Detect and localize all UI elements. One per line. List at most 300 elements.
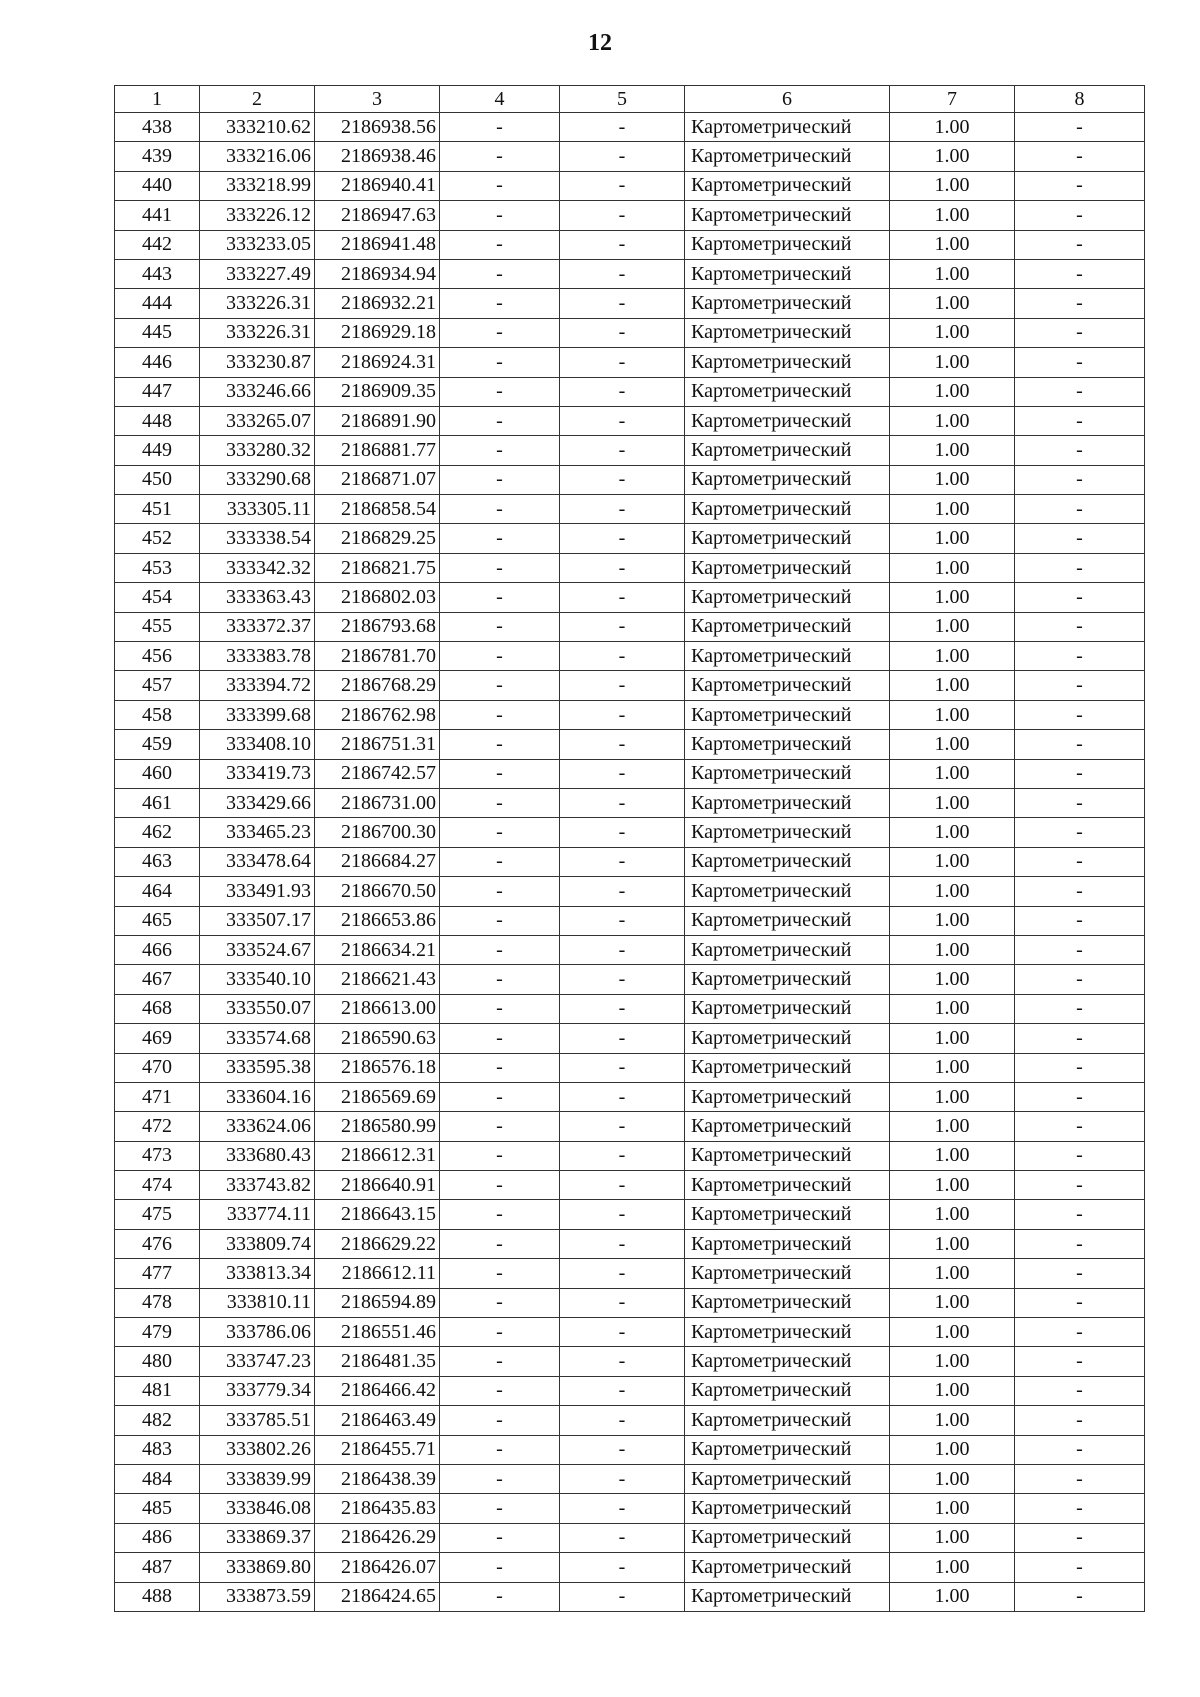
method-cell: Картометрический	[685, 642, 890, 671]
y-coordinate-cell: 2186700.30	[315, 818, 440, 847]
method-cell: Картометрический	[685, 935, 890, 964]
x-coordinate-cell: 333478.64	[200, 847, 315, 876]
col4-cell: -	[440, 906, 560, 935]
table-row	[115, 1406, 1145, 1435]
accuracy-cell: 1.00	[890, 877, 1015, 906]
y-coordinate-cell: 2186621.43	[315, 965, 440, 994]
method-cell: Картометрический	[685, 906, 890, 935]
col5-cell: -	[560, 1582, 685, 1611]
point-number-cell: 469	[115, 1024, 200, 1053]
point-number-cell: 450	[115, 465, 200, 494]
col4-cell: -	[440, 935, 560, 964]
x-coordinate-cell: 333839.99	[200, 1464, 315, 1493]
x-coordinate-cell: 333290.68	[200, 465, 315, 494]
point-number-cell: 451	[115, 495, 200, 524]
point-number-cell: 480	[115, 1347, 200, 1376]
point-number-cell: 473	[115, 1141, 200, 1170]
table-row	[115, 524, 1145, 553]
col4-cell: -	[440, 1435, 560, 1464]
method-cell: Картометрический	[685, 1259, 890, 1288]
method-cell: Картометрический	[685, 1523, 890, 1552]
col5-cell: -	[560, 348, 685, 377]
col4-cell: -	[440, 201, 560, 230]
y-coordinate-cell: 2186731.00	[315, 788, 440, 817]
point-number-cell: 463	[115, 847, 200, 876]
col8-cell: -	[1015, 113, 1145, 142]
y-coordinate-cell: 2186455.71	[315, 1435, 440, 1464]
x-coordinate-cell: 333869.80	[200, 1553, 315, 1582]
accuracy-cell: 1.00	[890, 935, 1015, 964]
method-cell: Картометрический	[685, 877, 890, 906]
method-cell: Картометрический	[685, 289, 890, 318]
point-number-cell: 479	[115, 1318, 200, 1347]
col5-cell: -	[560, 377, 685, 406]
y-coordinate-cell: 2186938.56	[315, 113, 440, 142]
accuracy-cell: 1.00	[890, 113, 1015, 142]
x-coordinate-cell: 333574.68	[200, 1024, 315, 1053]
col5-cell: -	[560, 994, 685, 1023]
col5-cell: -	[560, 759, 685, 788]
col5-cell: -	[560, 642, 685, 671]
table-row	[115, 700, 1145, 729]
x-coordinate-cell: 333785.51	[200, 1406, 315, 1435]
col8-cell: -	[1015, 994, 1145, 1023]
accuracy-cell: 1.00	[890, 1024, 1015, 1053]
method-cell: Картометрический	[685, 436, 890, 465]
x-coordinate-cell: 333743.82	[200, 1171, 315, 1200]
col4-cell: -	[440, 406, 560, 435]
x-coordinate-cell: 333774.11	[200, 1200, 315, 1229]
y-coordinate-cell: 2186629.22	[315, 1229, 440, 1258]
point-number-cell: 439	[115, 142, 200, 171]
point-number-cell: 466	[115, 935, 200, 964]
x-coordinate-cell: 333550.07	[200, 994, 315, 1023]
method-cell: Картометрический	[685, 113, 890, 142]
col4-cell: -	[440, 700, 560, 729]
method-cell: Картометрический	[685, 788, 890, 817]
accuracy-cell: 1.00	[890, 465, 1015, 494]
col4-cell: -	[440, 642, 560, 671]
x-coordinate-cell: 333802.26	[200, 1435, 315, 1464]
accuracy-cell: 1.00	[890, 142, 1015, 171]
col8-cell: -	[1015, 1376, 1145, 1405]
x-coordinate-cell: 333226.12	[200, 201, 315, 230]
table-row	[115, 965, 1145, 994]
col8-cell: -	[1015, 406, 1145, 435]
col4-cell: -	[440, 1229, 560, 1258]
x-coordinate-cell: 333779.34	[200, 1376, 315, 1405]
col4-cell: -	[440, 436, 560, 465]
x-coordinate-cell: 333227.49	[200, 259, 315, 288]
y-coordinate-cell: 2186762.98	[315, 700, 440, 729]
col8-cell: -	[1015, 1494, 1145, 1523]
column-header: 3	[315, 86, 440, 113]
method-cell: Картометрический	[685, 847, 890, 876]
x-coordinate-cell: 333342.32	[200, 553, 315, 582]
table-row	[115, 583, 1145, 612]
col5-cell: -	[560, 1406, 685, 1435]
col5-cell: -	[560, 318, 685, 347]
y-coordinate-cell: 2186932.21	[315, 289, 440, 318]
col5-cell: -	[560, 1318, 685, 1347]
accuracy-cell: 1.00	[890, 1406, 1015, 1435]
x-coordinate-cell: 333624.06	[200, 1112, 315, 1141]
table-row	[115, 171, 1145, 200]
point-number-cell: 457	[115, 671, 200, 700]
col5-cell: -	[560, 406, 685, 435]
table-row	[115, 906, 1145, 935]
col8-cell: -	[1015, 906, 1145, 935]
x-coordinate-cell: 333809.74	[200, 1229, 315, 1258]
x-coordinate-cell: 333383.78	[200, 642, 315, 671]
y-coordinate-cell: 2186940.41	[315, 171, 440, 200]
col5-cell: -	[560, 1376, 685, 1405]
accuracy-cell: 1.00	[890, 1082, 1015, 1111]
col4-cell: -	[440, 553, 560, 582]
col5-cell: -	[560, 612, 685, 641]
table-row	[115, 818, 1145, 847]
point-number-cell: 476	[115, 1229, 200, 1258]
accuracy-cell: 1.00	[890, 1376, 1015, 1405]
col4-cell: -	[440, 1082, 560, 1111]
col4-cell: -	[440, 1553, 560, 1582]
table-row	[115, 1523, 1145, 1552]
table-row	[115, 935, 1145, 964]
y-coordinate-cell: 2186580.99	[315, 1112, 440, 1141]
method-cell: Картометрический	[685, 259, 890, 288]
col4-cell: -	[440, 289, 560, 318]
col4-cell: -	[440, 1376, 560, 1405]
point-number-cell: 475	[115, 1200, 200, 1229]
col4-cell: -	[440, 1318, 560, 1347]
accuracy-cell: 1.00	[890, 906, 1015, 935]
accuracy-cell: 1.00	[890, 171, 1015, 200]
y-coordinate-cell: 2186576.18	[315, 1053, 440, 1082]
table-row	[115, 788, 1145, 817]
y-coordinate-cell: 2186640.91	[315, 1171, 440, 1200]
table-row	[115, 465, 1145, 494]
accuracy-cell: 1.00	[890, 1200, 1015, 1229]
x-coordinate-cell: 333246.66	[200, 377, 315, 406]
y-coordinate-cell: 2186435.83	[315, 1494, 440, 1523]
col8-cell: -	[1015, 436, 1145, 465]
col8-cell: -	[1015, 171, 1145, 200]
col4-cell: -	[440, 877, 560, 906]
col8-cell: -	[1015, 1318, 1145, 1347]
accuracy-cell: 1.00	[890, 289, 1015, 318]
x-coordinate-cell: 333372.37	[200, 612, 315, 641]
col8-cell: -	[1015, 935, 1145, 964]
col8-cell: -	[1015, 818, 1145, 847]
col8-cell: -	[1015, 465, 1145, 494]
col4-cell: -	[440, 348, 560, 377]
point-number-cell: 474	[115, 1171, 200, 1200]
y-coordinate-cell: 2186551.46	[315, 1318, 440, 1347]
y-coordinate-cell: 2186881.77	[315, 436, 440, 465]
point-number-cell: 477	[115, 1259, 200, 1288]
accuracy-cell: 1.00	[890, 318, 1015, 347]
col5-cell: -	[560, 1171, 685, 1200]
x-coordinate-cell: 333408.10	[200, 730, 315, 759]
point-number-cell: 482	[115, 1406, 200, 1435]
col8-cell: -	[1015, 1200, 1145, 1229]
col5-cell: -	[560, 583, 685, 612]
col4-cell: -	[440, 1347, 560, 1376]
point-number-cell: 470	[115, 1053, 200, 1082]
method-cell: Картометрический	[685, 965, 890, 994]
method-cell: Картометрический	[685, 1406, 890, 1435]
col8-cell: -	[1015, 1171, 1145, 1200]
accuracy-cell: 1.00	[890, 730, 1015, 759]
table-row	[115, 1347, 1145, 1376]
method-cell: Картометрический	[685, 348, 890, 377]
col5-cell: -	[560, 818, 685, 847]
col4-cell: -	[440, 524, 560, 553]
accuracy-cell: 1.00	[890, 1347, 1015, 1376]
y-coordinate-cell: 2186481.35	[315, 1347, 440, 1376]
x-coordinate-cell: 333540.10	[200, 965, 315, 994]
x-coordinate-cell: 333507.17	[200, 906, 315, 935]
x-coordinate-cell: 333873.59	[200, 1582, 315, 1611]
accuracy-cell: 1.00	[890, 524, 1015, 553]
col8-cell: -	[1015, 348, 1145, 377]
column-header: 7	[890, 86, 1015, 113]
col8-cell: -	[1015, 700, 1145, 729]
col5-cell: -	[560, 788, 685, 817]
table-row	[115, 1259, 1145, 1288]
method-cell: Картометрический	[685, 465, 890, 494]
accuracy-cell: 1.00	[890, 495, 1015, 524]
col5-cell: -	[560, 201, 685, 230]
col5-cell: -	[560, 877, 685, 906]
col5-cell: -	[560, 1523, 685, 1552]
column-header: 8	[1015, 86, 1145, 113]
table-row	[115, 318, 1145, 347]
method-cell: Картометрический	[685, 1376, 890, 1405]
accuracy-cell: 1.00	[890, 1112, 1015, 1141]
table-row	[115, 1464, 1145, 1493]
col5-cell: -	[560, 465, 685, 494]
table-row	[115, 289, 1145, 318]
accuracy-cell: 1.00	[890, 994, 1015, 1023]
col8-cell: -	[1015, 1347, 1145, 1376]
y-coordinate-cell: 2186670.50	[315, 877, 440, 906]
accuracy-cell: 1.00	[890, 642, 1015, 671]
x-coordinate-cell: 333338.54	[200, 524, 315, 553]
x-coordinate-cell: 333230.87	[200, 348, 315, 377]
col8-cell: -	[1015, 847, 1145, 876]
col5-cell: -	[560, 906, 685, 935]
col4-cell: -	[440, 465, 560, 494]
coordinates-table	[114, 85, 1145, 1612]
point-number-cell: 485	[115, 1494, 200, 1523]
col5-cell: -	[560, 1229, 685, 1258]
point-number-cell: 467	[115, 965, 200, 994]
point-number-cell: 460	[115, 759, 200, 788]
method-cell: Картометрический	[685, 1553, 890, 1582]
accuracy-cell: 1.00	[890, 1435, 1015, 1464]
table-row	[115, 377, 1145, 406]
method-cell: Картометрический	[685, 1288, 890, 1317]
y-coordinate-cell: 2186793.68	[315, 612, 440, 641]
x-coordinate-cell: 333680.43	[200, 1141, 315, 1170]
method-cell: Картометрический	[685, 994, 890, 1023]
y-coordinate-cell: 2186829.25	[315, 524, 440, 553]
table-row	[115, 1053, 1145, 1082]
y-coordinate-cell: 2186426.29	[315, 1523, 440, 1552]
col5-cell: -	[560, 1435, 685, 1464]
table-row	[115, 142, 1145, 171]
accuracy-cell: 1.00	[890, 700, 1015, 729]
y-coordinate-cell: 2186947.63	[315, 201, 440, 230]
col5-cell: -	[560, 1553, 685, 1582]
col5-cell: -	[560, 289, 685, 318]
table-row	[115, 348, 1145, 377]
col5-cell: -	[560, 113, 685, 142]
point-number-cell: 472	[115, 1112, 200, 1141]
point-number-cell: 442	[115, 230, 200, 259]
col8-cell: -	[1015, 1112, 1145, 1141]
table-row	[115, 1171, 1145, 1200]
col5-cell: -	[560, 700, 685, 729]
point-number-cell: 458	[115, 700, 200, 729]
accuracy-cell: 1.00	[890, 553, 1015, 582]
col8-cell: -	[1015, 230, 1145, 259]
table-row	[115, 1024, 1145, 1053]
col8-cell: -	[1015, 289, 1145, 318]
y-coordinate-cell: 2186569.69	[315, 1082, 440, 1111]
point-number-cell: 459	[115, 730, 200, 759]
accuracy-cell: 1.00	[890, 230, 1015, 259]
method-cell: Картометрический	[685, 583, 890, 612]
col5-cell: -	[560, 1494, 685, 1523]
y-coordinate-cell: 2186934.94	[315, 259, 440, 288]
y-coordinate-cell: 2186612.11	[315, 1259, 440, 1288]
table-row	[115, 612, 1145, 641]
col8-cell: -	[1015, 1259, 1145, 1288]
accuracy-cell: 1.00	[890, 847, 1015, 876]
table-row	[115, 1200, 1145, 1229]
table-row	[115, 230, 1145, 259]
point-number-cell: 488	[115, 1582, 200, 1611]
table-row	[115, 759, 1145, 788]
x-coordinate-cell: 333604.16	[200, 1082, 315, 1111]
table-row	[115, 1376, 1145, 1405]
method-cell: Картометрический	[685, 759, 890, 788]
table-body	[115, 113, 1145, 1612]
table-row	[115, 1435, 1145, 1464]
method-cell: Картометрический	[685, 230, 890, 259]
point-number-cell: 440	[115, 171, 200, 200]
method-cell: Картометрический	[685, 1200, 890, 1229]
col5-cell: -	[560, 1347, 685, 1376]
table-row	[115, 1082, 1145, 1111]
col4-cell: -	[440, 142, 560, 171]
point-number-cell: 456	[115, 642, 200, 671]
table-row	[115, 730, 1145, 759]
method-cell: Картометрический	[685, 171, 890, 200]
table-row	[115, 406, 1145, 435]
y-coordinate-cell: 2186891.90	[315, 406, 440, 435]
col4-cell: -	[440, 1582, 560, 1611]
col8-cell: -	[1015, 1553, 1145, 1582]
col5-cell: -	[560, 1141, 685, 1170]
table-row	[115, 1553, 1145, 1582]
accuracy-cell: 1.00	[890, 1171, 1015, 1200]
col5-cell: -	[560, 142, 685, 171]
point-number-cell: 486	[115, 1523, 200, 1552]
method-cell: Картометрический	[685, 495, 890, 524]
col8-cell: -	[1015, 730, 1145, 759]
col4-cell: -	[440, 818, 560, 847]
accuracy-cell: 1.00	[890, 348, 1015, 377]
x-coordinate-cell: 333429.66	[200, 788, 315, 817]
column-header: 6	[685, 86, 890, 113]
col5-cell: -	[560, 1288, 685, 1317]
x-coordinate-cell: 333786.06	[200, 1318, 315, 1347]
col8-cell: -	[1015, 671, 1145, 700]
table-row	[115, 642, 1145, 671]
point-number-cell: 464	[115, 877, 200, 906]
table-row	[115, 113, 1145, 142]
method-cell: Картометрический	[685, 612, 890, 641]
method-cell: Картометрический	[685, 1141, 890, 1170]
col4-cell: -	[440, 583, 560, 612]
table-row	[115, 1318, 1145, 1347]
accuracy-cell: 1.00	[890, 1229, 1015, 1258]
point-number-cell: 438	[115, 113, 200, 142]
x-coordinate-cell: 333747.23	[200, 1347, 315, 1376]
table-row	[115, 201, 1145, 230]
col4-cell: -	[440, 1024, 560, 1053]
table-row	[115, 1112, 1145, 1141]
col4-cell: -	[440, 1053, 560, 1082]
col4-cell: -	[440, 1523, 560, 1552]
method-cell: Картометрический	[685, 1464, 890, 1493]
col8-cell: -	[1015, 318, 1145, 347]
col5-cell: -	[560, 847, 685, 876]
col4-cell: -	[440, 171, 560, 200]
col4-cell: -	[440, 612, 560, 641]
col4-cell: -	[440, 377, 560, 406]
table-row	[115, 259, 1145, 288]
point-number-cell: 447	[115, 377, 200, 406]
point-number-cell: 441	[115, 201, 200, 230]
point-number-cell: 471	[115, 1082, 200, 1111]
col8-cell: -	[1015, 1229, 1145, 1258]
method-cell: Картометрический	[685, 553, 890, 582]
col4-cell: -	[440, 847, 560, 876]
table-row	[115, 1582, 1145, 1611]
col5-cell: -	[560, 1464, 685, 1493]
y-coordinate-cell: 2186613.00	[315, 994, 440, 1023]
point-number-cell: 483	[115, 1435, 200, 1464]
col4-cell: -	[440, 730, 560, 759]
method-cell: Картометрический	[685, 201, 890, 230]
col8-cell: -	[1015, 1053, 1145, 1082]
method-cell: Картометрический	[685, 1435, 890, 1464]
point-number-cell: 453	[115, 553, 200, 582]
point-number-cell: 445	[115, 318, 200, 347]
column-header: 2	[200, 86, 315, 113]
col4-cell: -	[440, 318, 560, 347]
x-coordinate-cell: 333491.93	[200, 877, 315, 906]
method-cell: Картометрический	[685, 524, 890, 553]
col8-cell: -	[1015, 1523, 1145, 1552]
x-coordinate-cell: 333846.08	[200, 1494, 315, 1523]
y-coordinate-cell: 2186653.86	[315, 906, 440, 935]
method-cell: Картометрический	[685, 1082, 890, 1111]
